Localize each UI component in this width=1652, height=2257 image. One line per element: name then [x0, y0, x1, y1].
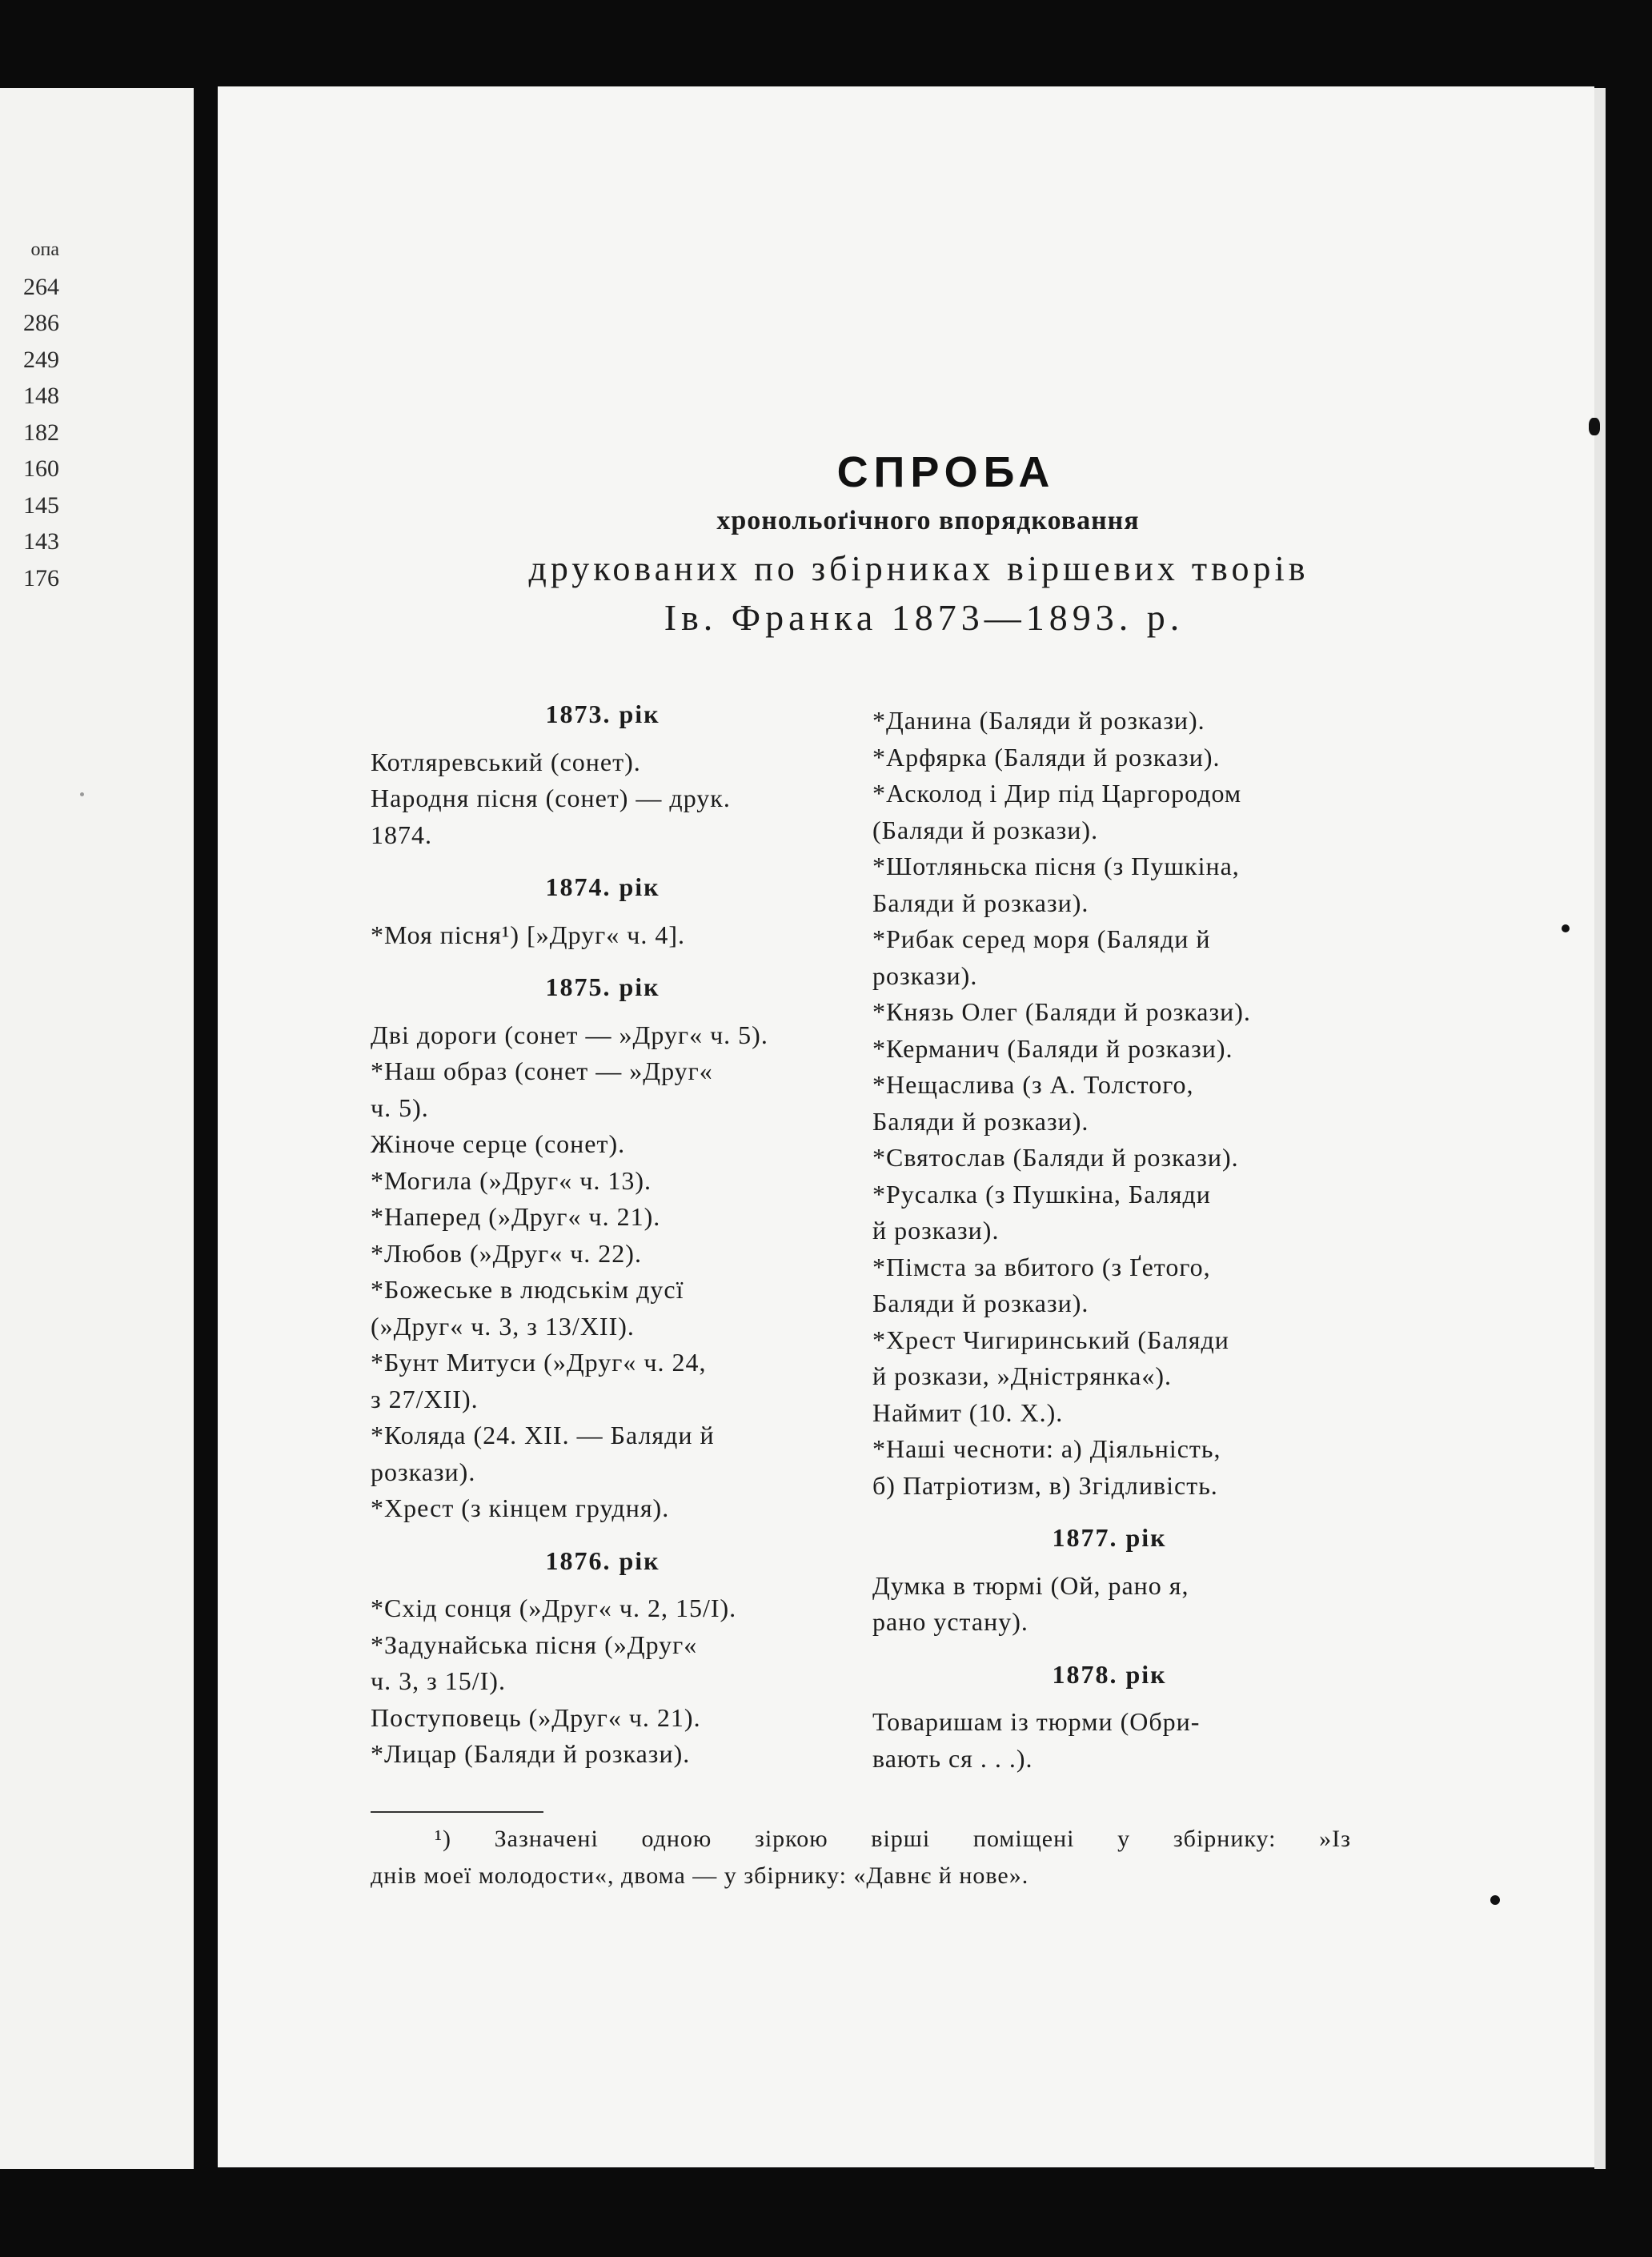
left-page-page-numbers: [0, 232, 59, 596]
poem-entry: [872, 1322, 1346, 1395]
poem-entry-line: *Князь Олег (Баляди й розкази).: [872, 997, 1251, 1026]
poem-entry-line: *Лицар (Баляди й розкази).: [371, 1739, 691, 1768]
poem-entry: [872, 921, 1346, 994]
poem-entry: [371, 1417, 835, 1490]
poem-entry: [872, 1568, 1346, 1641]
poem-entry-line: *Хрест Чигиринський (Баляди: [872, 1325, 1229, 1354]
poem-entry: [371, 1126, 835, 1163]
poem-entry-line: вають ся . . .).: [872, 1743, 1033, 1773]
left-number: 249: [23, 346, 59, 373]
poem-entry-line: Товаришам із тюрми (Обри-: [872, 1707, 1201, 1736]
year-heading: 1878. рік: [1052, 1659, 1167, 1689]
poem-entry: [371, 1199, 835, 1236]
poem-entry: [872, 1067, 1346, 1140]
poem-entry-line: Баляди й розкази).: [872, 888, 1089, 917]
poem-entry-line: Дві дороги (сонет — »Друг« ч. 5).: [371, 1020, 768, 1049]
poem-entry: [371, 1627, 835, 1700]
poem-entry-line: *Керманич (Баляди й розкази).: [872, 1033, 1233, 1063]
poem-entry: [872, 1395, 1346, 1432]
poem-entry-line: Баляди й розкази).: [872, 1106, 1089, 1136]
poem-entry: [371, 1700, 835, 1737]
poem-entry-line: Народня пісня (сонет) — друк.: [371, 784, 731, 812]
year-heading: 1873. рік: [545, 700, 660, 728]
poem-entry: [371, 744, 835, 781]
poem-entry-line: Думка в тюрмі (Ой, рано я,: [872, 1570, 1189, 1600]
poem-entry: [371, 1017, 835, 1054]
poem-entry: [371, 1490, 835, 1527]
poem-entry-line: (»Друг« ч. 3, з 13/XII).: [371, 1311, 635, 1341]
poem-entry-line: *Святослав (Баляди й розкази).: [872, 1143, 1239, 1172]
poem-entry-line: *Схід сонця (»Друг« ч. 2, 15/I).: [371, 1594, 737, 1622]
poem-entry-line: *Наші чесноти: а) Діяльність,: [872, 1434, 1221, 1463]
poem-entry-line: *Любов (»Друг« ч. 22).: [371, 1238, 642, 1268]
left-number: опа: [30, 239, 59, 260]
poem-entry-line: розкази).: [872, 960, 978, 990]
poem-entry-line: й розкази, »Дністрянка«).: [872, 1361, 1172, 1390]
poem-entry-line: *Коляда (24. XII. — Баляди й: [371, 1421, 715, 1449]
left-number: 145: [23, 491, 59, 519]
poem-entry-line: *Нещаслива (з А. Толстого,: [872, 1070, 1194, 1099]
poem-entry: [371, 1345, 835, 1417]
poem-entry-line: Баляди й розкази).: [872, 1289, 1089, 1317]
poem-entry-line: розкази).: [371, 1457, 476, 1486]
poem-entry: [872, 1140, 1346, 1177]
poem-entry-line: *Наперед (»Друг« ч. 21).: [371, 1202, 661, 1231]
left-number: 264: [23, 273, 59, 300]
poem-entry: [371, 1236, 835, 1273]
year-heading: 1875. рік: [545, 972, 660, 1001]
year-heading: 1874. рік: [545, 872, 660, 901]
poem-entry: [872, 1177, 1346, 1249]
poem-entry-line: *Наш образ (сонет — »Друг«: [371, 1056, 713, 1085]
poem-entry-line: рано устану).: [872, 1607, 1028, 1636]
poem-entry-line: ч. 3, з 15/I).: [371, 1666, 506, 1695]
poem-entry-line: *Рибак серед моря (Баляди й: [872, 924, 1211, 953]
poem-entry-line: ч. 5).: [371, 1092, 429, 1122]
poem-entry-line: Жіноче серце (сонет).: [371, 1129, 626, 1158]
left-number: 286: [23, 310, 59, 336]
poem-entry: [371, 917, 835, 954]
poem-entry-line: Котляревський (сонет).: [371, 747, 641, 776]
poem-entry-line: *Задунайська пісня (»Друг«: [371, 1630, 698, 1659]
poem-entry: [872, 994, 1346, 1031]
left-number: 182: [23, 419, 59, 446]
poem-entry: [371, 780, 835, 853]
poem-entry-line: 1874.: [371, 820, 432, 849]
poem-entry-line: Наймит (10. X.).: [872, 1397, 1064, 1427]
footnote-divider: [371, 1811, 543, 1813]
footnote-line: днів моеї молодости«, двома — у збірнику: «Давнє й нове».: [371, 1862, 1029, 1889]
title-subtitle-2: друкованих по збірниках віршевих творів: [528, 549, 1309, 588]
poem-entry: [872, 1031, 1346, 1068]
left-number: 160: [23, 455, 59, 482]
left-column: [371, 696, 835, 1773]
speck-mark: [1490, 1895, 1500, 1905]
poem-entry-line: *Русалка (з Пушкіна, Баляди: [872, 1179, 1211, 1209]
right-column: [872, 703, 1346, 1777]
poem-entry: [371, 1736, 835, 1773]
year-heading: 1876. рік: [545, 1545, 660, 1575]
poem-entry-line: *Шотляньска пісня (з Пушкіна,: [872, 852, 1240, 880]
poem-entry-line: *Данина (Баляди й розкази).: [872, 706, 1205, 735]
speck-mark: [80, 792, 84, 796]
poem-entry: [872, 776, 1346, 848]
poem-entry: [872, 740, 1346, 776]
footnote: [371, 1821, 1351, 1894]
poem-entry: [371, 1272, 835, 1345]
poem-entry: [872, 1249, 1346, 1322]
poem-entry-line: й розкази).: [872, 1216, 1000, 1245]
poem-entry-line: б) Патріотизм, в) Згідливість.: [872, 1470, 1218, 1500]
poem-entry: [872, 1704, 1346, 1777]
left-number: 143: [23, 528, 59, 555]
left-number: 176: [23, 564, 59, 591]
poem-entry: [872, 1431, 1346, 1504]
poem-entry-line: *Асколод і Дир під Царгородом: [872, 779, 1242, 808]
speck-mark: [1562, 924, 1570, 932]
poem-entry-line: *Бунт Митуси (»Друг« ч. 24,: [371, 1348, 707, 1377]
year-heading: 1877. рік: [1052, 1523, 1167, 1552]
poem-entry-line: *Арфярка (Баляди й розкази).: [872, 742, 1221, 772]
poem-entry: [371, 1163, 835, 1200]
poem-entry: [872, 848, 1346, 921]
footnote-line: ¹) Зазначені одною зіркою вірші поміщені у збірнику: »Із: [435, 1826, 1351, 1852]
poem-entry-line: *Пімста за вбитого (з Ґетого,: [872, 1252, 1211, 1281]
poem-entry-line: (Баляди й розкази).: [872, 815, 1099, 844]
title-block: [218, 444, 1594, 643]
title-subtitle-3: Ів. Франка 1873—1893. р.: [664, 597, 1185, 638]
title-subtitle-1: хронольоґічного впорядковання: [716, 506, 1140, 535]
poem-entry-line: *Моя пісня¹) [»Друг« ч. 4].: [371, 920, 686, 949]
poem-entry: [371, 1053, 835, 1126]
page-title: СПРОБА: [836, 448, 1056, 496]
poem-entry-line: Поступовець (»Друг« ч. 21).: [371, 1702, 701, 1732]
poem-entry: [872, 703, 1346, 740]
page-right-edge: [1594, 88, 1606, 2169]
speck-mark: [1589, 418, 1600, 435]
poem-entry-line: з 27/XII).: [371, 1384, 479, 1413]
poem-entry-line: *Божеське в людськім дусї: [371, 1275, 684, 1304]
poem-entry-line: *Могила (»Друг« ч. 13).: [371, 1165, 652, 1195]
poem-entry: [371, 1590, 835, 1627]
left-number: 148: [23, 383, 59, 409]
poem-entry-line: *Хрест (з кінцем грудня).: [371, 1493, 670, 1522]
